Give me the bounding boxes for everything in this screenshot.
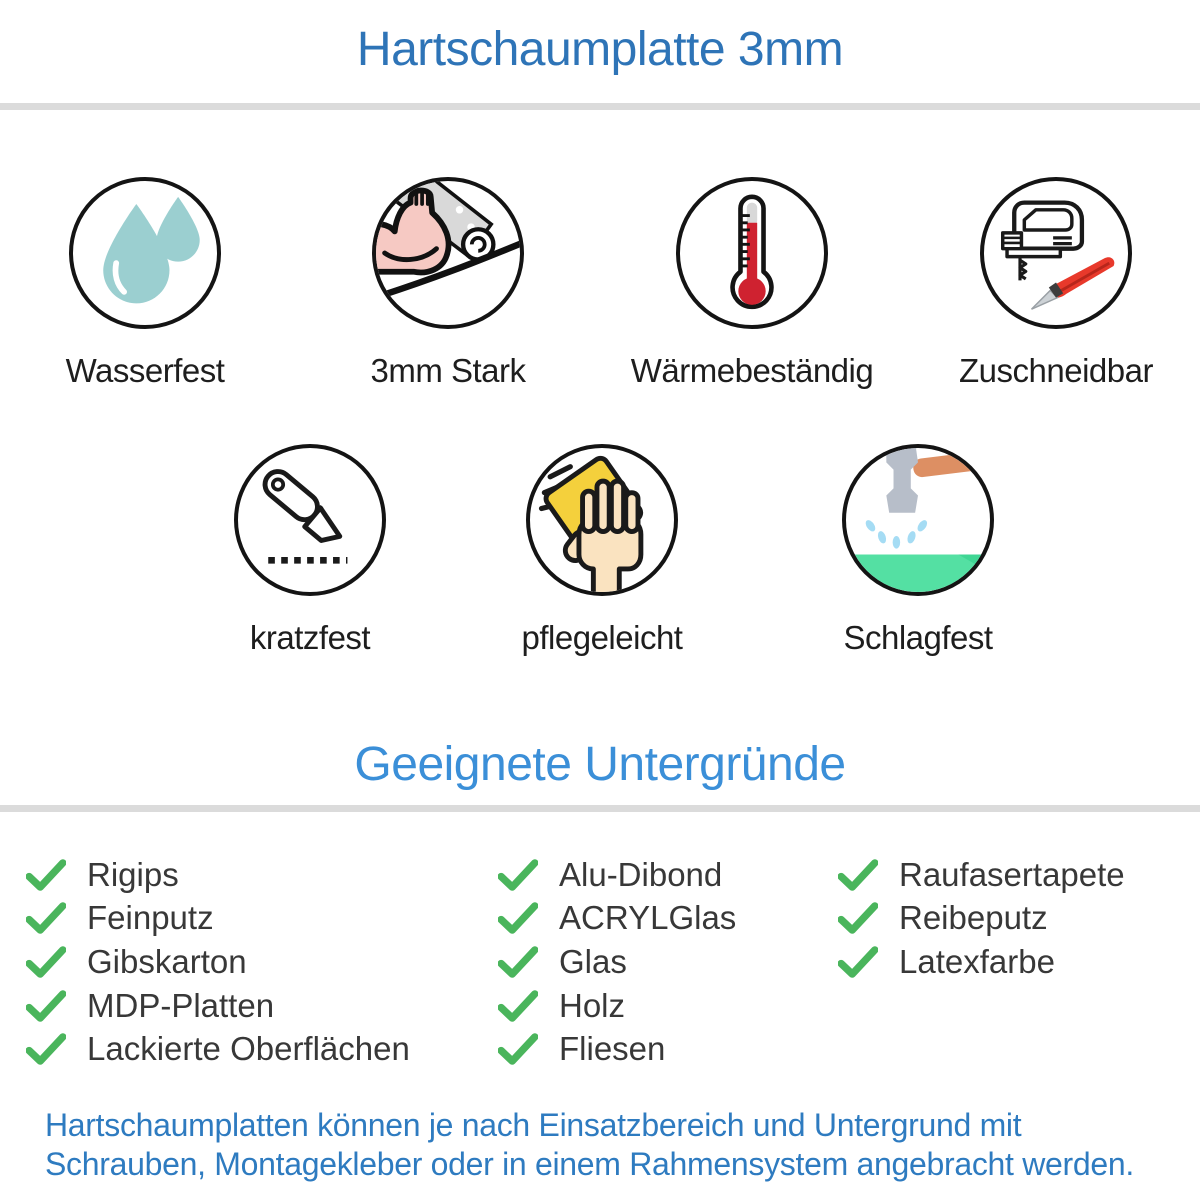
feature-waermebestaendig <box>612 177 892 390</box>
feature-circle <box>980 177 1132 329</box>
check-icon <box>838 859 878 891</box>
substrate-column-3 <box>838 853 1125 984</box>
check-icon <box>498 859 538 891</box>
hammer-impact-icon <box>846 448 990 592</box>
feature-label: Zuschneidbar <box>959 352 1153 389</box>
list-item <box>26 853 410 897</box>
feature-zuschneidbar <box>916 177 1196 390</box>
divider <box>0 805 1200 812</box>
check-icon <box>26 946 66 978</box>
feature-circle <box>842 444 994 596</box>
check-icon <box>26 902 66 934</box>
substrate-label: MDP-Platten <box>87 986 275 1024</box>
feature-label: 3mm Stark <box>370 352 526 389</box>
list-item <box>26 940 410 984</box>
list-item <box>838 853 1125 897</box>
substrate-label: Glas <box>559 942 627 980</box>
substrate-column-2 <box>498 853 736 1071</box>
check-icon <box>498 902 538 934</box>
list-item <box>26 897 410 941</box>
substrate-label: Fliesen <box>559 1030 666 1068</box>
feature-label: kratzfest <box>249 619 371 656</box>
mounting-note-line-2: Schrauben, Montagekleber oder in einem Rahmensystem angebracht werden. <box>45 1146 1134 1182</box>
check-icon <box>498 1033 538 1065</box>
mounting-note-line-1: Hartschaumplatten können je nach Einsatzbereich und Untergrund mit <box>45 1107 1022 1143</box>
substrate-label: Raufasertapete <box>899 855 1125 893</box>
check-icon <box>838 946 878 978</box>
feature-circle <box>69 177 221 329</box>
water-drops-icon <box>73 181 217 325</box>
feature-label: pflegeleicht <box>521 619 683 656</box>
substrate-label: Alu-Dibond <box>559 855 723 893</box>
thermometer-icon <box>680 181 824 325</box>
list-item <box>26 984 410 1028</box>
substrate-label: Rigips <box>87 855 179 893</box>
feature-circle <box>676 177 828 329</box>
substrate-label: ACRYLGlas <box>559 899 737 937</box>
check-icon <box>498 946 538 978</box>
jigsaw-cutter-icon <box>984 181 1128 325</box>
list-item <box>498 940 736 984</box>
substrate-label: Holz <box>559 986 626 1024</box>
list-item <box>26 1027 410 1071</box>
utility-knife-icon <box>238 448 382 592</box>
mounting-note <box>45 1106 1175 1184</box>
feature-3mm-stark <box>308 177 588 390</box>
list-item <box>498 1027 736 1071</box>
list-item <box>838 897 1125 941</box>
feature-kratzfest <box>170 444 450 657</box>
substrate-label: Lackierte Oberflächen <box>87 1030 410 1068</box>
divider <box>0 103 1200 110</box>
feature-label: Wärmebeständig <box>630 352 874 389</box>
substrate-label: Reibeputz <box>899 899 1048 937</box>
feature-wasserfest <box>5 177 285 390</box>
list-item <box>498 897 736 941</box>
list-item <box>498 984 736 1028</box>
feature-circle <box>526 444 678 596</box>
check-icon <box>26 990 66 1022</box>
check-icon <box>26 859 66 891</box>
substrate-label: Latexfarbe <box>899 942 1055 980</box>
section-title-untergruende: Geeignete Untergründe <box>354 738 846 791</box>
substrate-label: Gibskarton <box>87 942 247 980</box>
check-icon <box>26 1033 66 1065</box>
feature-circle <box>234 444 386 596</box>
substrate-column-1 <box>26 853 410 1071</box>
feature-label: Wasserfest <box>65 352 225 389</box>
substrate-label: Feinputz <box>87 899 214 937</box>
page-title: Hartschaumplatte 3mm <box>356 23 844 76</box>
feature-circle <box>372 177 524 329</box>
feature-schlagfest <box>778 444 1058 657</box>
check-icon <box>838 902 878 934</box>
flexed-arm-sheet-icon <box>376 181 520 325</box>
feature-pflegeleicht <box>462 444 742 657</box>
list-item <box>498 853 736 897</box>
cleaning-hand-cloth-icon <box>530 448 674 592</box>
feature-label: Schlagfest <box>843 619 993 656</box>
check-icon <box>498 990 538 1022</box>
list-item <box>838 940 1125 984</box>
